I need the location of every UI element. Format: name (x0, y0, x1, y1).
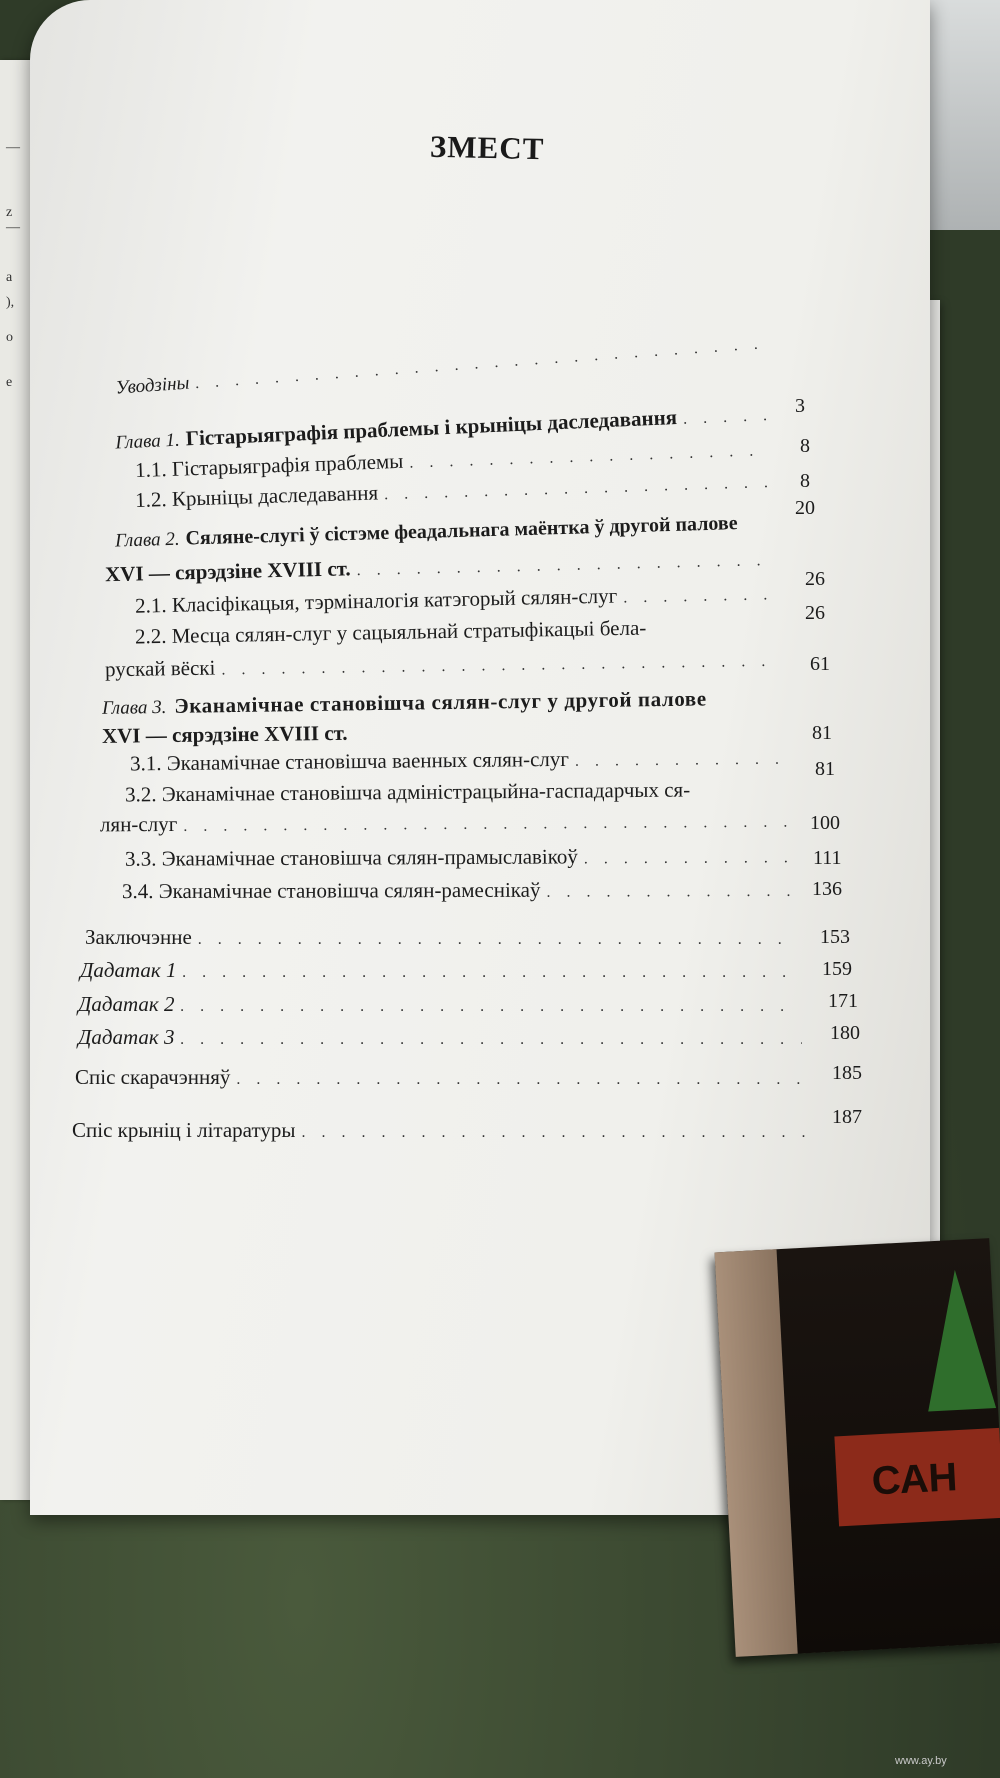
toc-leader (180, 1031, 802, 1049)
toc-chapter-2-cont[interactable] (105, 546, 780, 587)
toc-page: 8 (800, 470, 810, 492)
toc-appendix-1[interactable] (80, 958, 800, 983)
left-page-mark: a (6, 270, 13, 285)
toc-label: Спіс крыніц і літаратуры (72, 1118, 296, 1142)
toc-page: 153 (820, 926, 850, 948)
toc-leader (180, 998, 797, 1016)
toc-page: 185 (832, 1062, 862, 1084)
toc-page: 3 (795, 395, 805, 417)
toc-label: 3.1. Эканамічнае становішча ваенных сялян-слуг (129, 746, 570, 776)
toc-leader (182, 964, 794, 982)
toc-label: Гістарыяграфія праблемы і крыніцы даследавання (185, 404, 678, 451)
toc-page: 136 (812, 878, 842, 900)
toc-label: Дадатак 1 (80, 958, 177, 982)
toc-label: 1.2. Крыніцы даследавання (134, 480, 379, 513)
toc-section-3-2[interactable]: 3.2. Эканамічнае становішча адміністрацыйна-гаспадарчых ся- (124, 777, 691, 807)
toc-leader (301, 1124, 806, 1142)
toc-chapter-2[interactable] (115, 511, 795, 553)
toc-section-3-2-cont[interactable] (100, 808, 795, 838)
toc-leader (683, 407, 774, 429)
toc-page: 8 (800, 435, 810, 457)
toc-chapter-prefix: Глава 3. (101, 696, 167, 719)
toc-page: 187 (832, 1106, 862, 1128)
toc-page: 61 (810, 653, 830, 675)
toc-appendix-2[interactable] (78, 992, 803, 1017)
matchbox (715, 1238, 1000, 1657)
toc-leader (384, 474, 769, 504)
toc-leader (195, 336, 759, 393)
page-title: ЗМЕСТ (429, 128, 545, 167)
toc-leader (183, 814, 789, 836)
toc-page: 81 (815, 758, 835, 780)
left-page-mark: e (6, 375, 13, 390)
toc-section-3-4[interactable] (122, 877, 797, 904)
toc-conclusion[interactable] (85, 925, 795, 950)
toc-page: 180 (830, 1022, 860, 1044)
toc-section-2-1[interactable] (135, 580, 775, 618)
toc-label: 1.1. Гістарыяграфія праблемы (134, 448, 404, 483)
toc-page: 100 (810, 812, 840, 834)
left-page-mark: ), (6, 295, 15, 310)
toc-section-2-2-cont[interactable] (105, 647, 780, 683)
toc-label: Сяляне-слугі ў сістэме феадальнага маёнтка ў другой палове (185, 512, 738, 550)
toc-leader (575, 751, 784, 771)
toc-sources[interactable] (72, 1118, 812, 1143)
toc-page: 26 (805, 568, 825, 590)
toc-label: Дадатак 3 (78, 1025, 175, 1049)
toc-section-3-3[interactable] (125, 843, 795, 872)
toc-leader (623, 586, 769, 607)
toc-leader (236, 1071, 814, 1089)
toc-intro[interactable] (115, 332, 765, 399)
toc-chapter-prefix: Глава 2. (114, 528, 180, 552)
toc-page: 111 (813, 847, 842, 869)
toc-chapter-prefix: Глава 1. (114, 429, 181, 454)
toc-leader (198, 931, 789, 949)
toc-label: Эканамічнае становішча сялян-слуг у другой палове (174, 686, 707, 718)
tree-icon (921, 1268, 996, 1411)
toc-label: Уводзіны (115, 372, 191, 399)
toc-label: 3.3. Эканамічнае становішча сялян-прамыславікоў (124, 844, 578, 871)
toc-page: 81 (812, 722, 832, 744)
toc-label: 2.1. Класіфікацыя, тэрміналогія катэгорый сялян-слуг (134, 583, 618, 618)
toc-leader (584, 849, 789, 868)
toc-label-cont: XVI — сярэдзіне XVIII ст. (104, 556, 351, 587)
toc-label: 3.4. Эканамічнае становішча сялян-рамеснікаў (121, 877, 541, 904)
left-page-mark: z (6, 205, 13, 220)
toc-label: Спіс скарачэнняў (75, 1065, 231, 1089)
toc-chapter-3[interactable] (102, 685, 802, 720)
toc-label-cont: XVI — сярэдзіне XVIII ст. (101, 720, 348, 748)
toc-appendix-3[interactable] (78, 1025, 808, 1050)
toc-label-cont: лян-слуг (99, 811, 178, 837)
toc-section-3-1[interactable] (130, 745, 790, 777)
matchbox-text: САН (870, 1455, 959, 1504)
toc-leader (409, 442, 769, 473)
toc-label: Дадатак 2 (78, 992, 175, 1016)
toc-page: 171 (828, 990, 858, 1012)
toc-leader (546, 883, 791, 902)
toc-page: 20 (795, 497, 815, 519)
toc-page: 159 (822, 958, 852, 980)
left-page-mark: — (6, 220, 20, 235)
toc-label: Заключэнне (85, 925, 192, 949)
toc-label-cont: рускай вёскі (104, 655, 216, 682)
toc-section-2-2[interactable]: 2.2. Месца сялян-слуг у сацыяльнай стратыфікацыі бела- (134, 615, 647, 649)
toc-abbreviations[interactable] (75, 1065, 820, 1090)
left-page-mark: o (6, 330, 13, 345)
toc-leader (221, 653, 774, 680)
toc-chapter-3-cont[interactable] (102, 720, 402, 749)
toc-leader (356, 552, 774, 580)
toc-page: 26 (805, 602, 825, 624)
left-page-mark: — (6, 140, 20, 155)
watermark: www.ay.by (895, 1755, 947, 1767)
